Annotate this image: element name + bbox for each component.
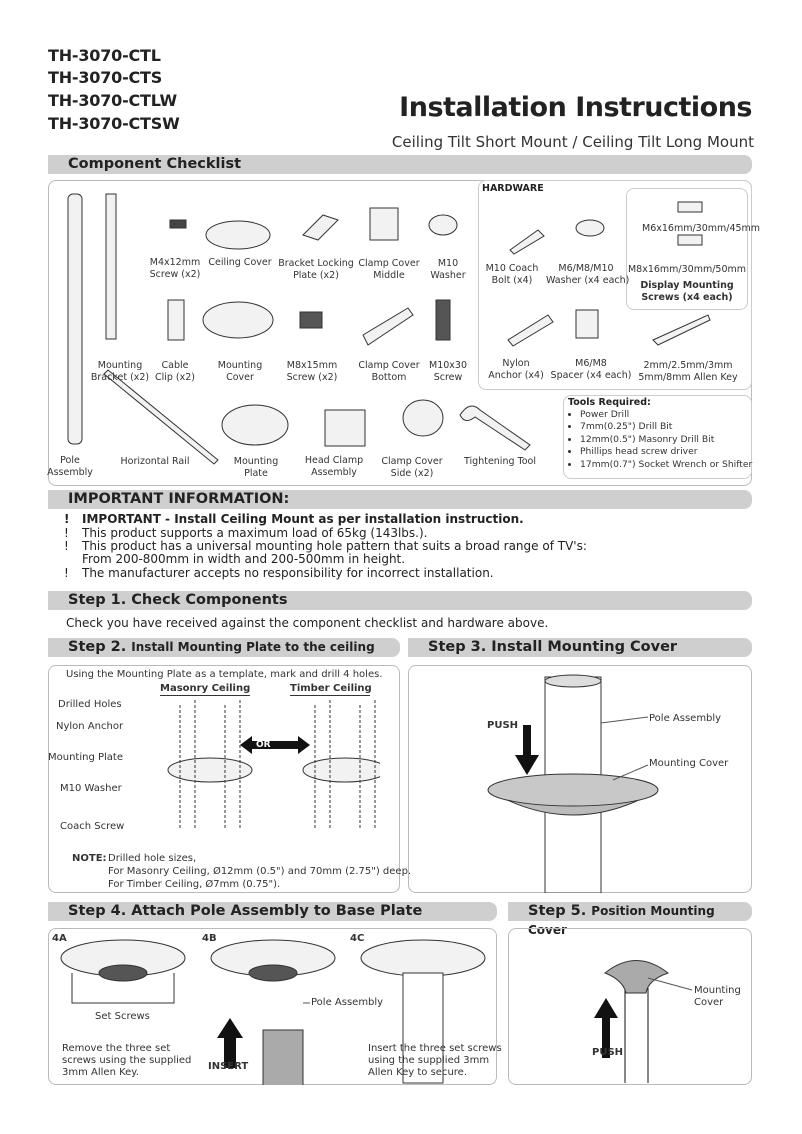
insert-label: INSERT: [208, 1061, 249, 1072]
callout-label: M10 Washer: [60, 783, 122, 794]
bracket-icon: [106, 194, 116, 339]
item-label: M10 Washer: [430, 258, 466, 281]
item-label: Bracket Locking Plate (x2): [278, 258, 354, 281]
note-label: NOTE:: [72, 853, 107, 864]
important-header: IMPORTANT INFORMATION:: [48, 490, 752, 509]
note-line: Drilled hole sizes,: [108, 853, 197, 864]
tool-item: • 7mm(0.25") Drill Bit: [580, 421, 752, 433]
washer-icon: [429, 215, 457, 235]
step4-header: Step 4. Attach Pole Assembly to Base Plate: [48, 902, 497, 921]
push-label: PUSH: [592, 1047, 624, 1058]
item-label: Mounting Cover: [217, 360, 263, 383]
step4b-label: 4B: [202, 933, 217, 944]
step4c-text: Insert the three set screws using the supplied 3mm Allen Key to secure.: [368, 1043, 502, 1078]
important-line: ! IMPORTANT - Install Ceiling Mount as per installation instruction.: [64, 512, 524, 526]
screw-icon: [170, 220, 186, 228]
model-number: TH-3070-CTLW: [48, 91, 177, 110]
tool-item: • Phillips head screw driver: [580, 446, 752, 458]
item-label: M10x30 Screw: [429, 360, 467, 383]
step2-illustration: [160, 700, 380, 840]
push-arrow-icon: [515, 725, 539, 775]
step2-header: Step 2. Install Mounting Plate to the ceiling: [48, 638, 400, 657]
item-label: M8x15mm Screw (x2): [286, 360, 338, 383]
mounting-plate-icon: [168, 758, 252, 782]
timber-heading: Timber Ceiling: [290, 683, 372, 694]
tool-item: • Power Drill: [580, 409, 752, 421]
mounting-cover-callout: Mounting Cover: [694, 985, 741, 1008]
pole-assembly-callout: Pole Assembly: [649, 713, 722, 724]
important-line: ! This product has a universal mounting hole pattern that suits a broad range of TV's:: [64, 539, 587, 553]
locking-plate-icon: [303, 215, 338, 240]
nylon-anchor-icon: [508, 315, 553, 346]
mounting-cover-callout: Mounting Cover: [649, 758, 729, 769]
note-line: For Timber Ceiling, Ø7mm (0.75").: [108, 879, 281, 890]
step2-intro: Using the Mounting Plate as a template, mark and drill 4 holes.: [66, 669, 383, 680]
pole-icon: [263, 1030, 303, 1085]
pole-assembly-callout: Pole Assembly: [311, 997, 384, 1008]
callout-label: Coach Screw: [60, 821, 125, 832]
model-number: TH-3070-CTSW: [48, 114, 180, 133]
display-screw-m8: M8x16mm/30mm/50mm: [627, 264, 747, 275]
item-label: Cable Clip (x2): [154, 360, 196, 383]
or-label: OR: [256, 740, 271, 750]
page-title: Installation Instructions: [399, 92, 752, 123]
mounting-cover-icon: [605, 961, 668, 994]
hardware-label: Nylon Anchor (x4): [488, 358, 544, 381]
masonry-heading: Masonry Ceiling: [160, 683, 251, 694]
m6-screw-icon: [678, 202, 702, 212]
item-label: Horizontal Rail: [120, 456, 190, 467]
step4c-label: 4C: [350, 933, 365, 944]
rail-icon: [104, 370, 218, 464]
tools-header: Tools Required:: [568, 397, 651, 408]
m8-screw-icon: [300, 312, 322, 328]
callout-label: Mounting Plate: [48, 752, 123, 763]
mounting-plate-icon: [222, 405, 288, 445]
item-label: Clamp Cover Side (x2): [381, 456, 443, 479]
tool-item: • 12mm(0.5") Masonry Drill Bit: [580, 434, 752, 446]
item-label: Clamp Cover Bottom: [358, 360, 420, 383]
item-label: Tightening Tool: [464, 456, 536, 467]
step4a-text: Remove the three set screws using the supplied 3mm Allen Key.: [62, 1043, 192, 1078]
coach-bolt-icon: [510, 230, 544, 254]
callout-label: Drilled Holes: [58, 699, 122, 710]
base-plate-icon: [361, 940, 485, 976]
item-label: Ceiling Cover: [208, 257, 272, 268]
clamp-cover-middle-icon: [370, 208, 398, 240]
tools-list: [580, 409, 752, 471]
item-label: Pole Assembly: [47, 455, 93, 478]
m10x30-screw-icon: [436, 300, 450, 340]
item-label: Mounting Plate: [233, 456, 279, 479]
display-screw-m6: M6x16mm/30mm/45mm: [642, 223, 761, 234]
spacer-icon: [576, 310, 598, 338]
step3-header: Step 3. Install Mounting Cover: [408, 638, 752, 657]
ceiling-cover-icon: [206, 221, 270, 249]
clamp-cover-side-icon: [403, 400, 443, 436]
hardware-label: M6/M8/M10 Washer (x4 each): [546, 263, 630, 286]
model-number: TH-3070-CTS: [48, 68, 163, 87]
model-number: TH-3070-CTL: [48, 46, 161, 65]
components-illustration: [48, 180, 478, 480]
tool-item: • 17mm(0.7") Socket Wrench or Shifter: [580, 459, 752, 471]
important-line: ! The manufacturer accepts no responsibility for incorrect installation.: [64, 566, 494, 580]
clamp-cover-bottom-icon: [363, 308, 413, 345]
note-line: For Masonry Ceiling, Ø12mm (0.5") and 70mm (2.75") deep.: [108, 866, 412, 877]
important-line: From 200-800mm in width and 200-500mm in height.: [82, 552, 406, 566]
item-label: Head Clamp Assembly: [304, 455, 364, 478]
step4a-label: 4A: [52, 933, 67, 944]
washer-icon: [576, 220, 604, 236]
important-line: ! This product supports a maximum load of 65kg (143lbs.).: [64, 526, 428, 540]
callout-label: Nylon Anchor: [56, 721, 124, 732]
item-label: Clamp Cover Middle: [358, 258, 420, 281]
step3-illustration: [408, 665, 752, 893]
page-subtitle: Ceiling Tilt Short Mount / Ceiling Tilt Long Mount: [391, 133, 754, 151]
tightening-tool-icon: [455, 395, 535, 455]
step1-text: Check you have received against the component checklist and hardware above.: [66, 616, 549, 630]
head-clamp-icon: [325, 410, 365, 446]
hardware-label: M6/M8 Spacer (x4 each): [550, 358, 632, 381]
set-screws-label: Set Screws: [95, 1011, 150, 1022]
step1-header: Step 1. Check Components: [48, 591, 752, 610]
item-label: M4x12mm Screw (x2): [149, 257, 201, 280]
cable-clip-icon: [168, 300, 184, 340]
component-checklist-header: Component Checklist: [48, 155, 752, 174]
or-arrow-icon: [240, 736, 310, 754]
item-label: Mounting Bracket (x2): [90, 360, 150, 383]
hardware-header: HARDWARE: [482, 183, 544, 194]
allen-key-icon: [653, 315, 710, 345]
display-screws-caption: Display Mounting Screws (x4 each): [640, 280, 734, 303]
m8-screw-icon: [678, 235, 702, 245]
step5-header: Step 5. Position Mounting Cover: [508, 902, 752, 921]
hardware-label: M10 Coach Bolt (x4): [485, 263, 539, 286]
mounting-cover-icon: [203, 302, 273, 338]
hardware-label: 2mm/2.5mm/3mm 5mm/8mm Allen Key: [638, 360, 738, 383]
pole-icon: [68, 194, 82, 444]
push-label: PUSH: [487, 720, 519, 731]
